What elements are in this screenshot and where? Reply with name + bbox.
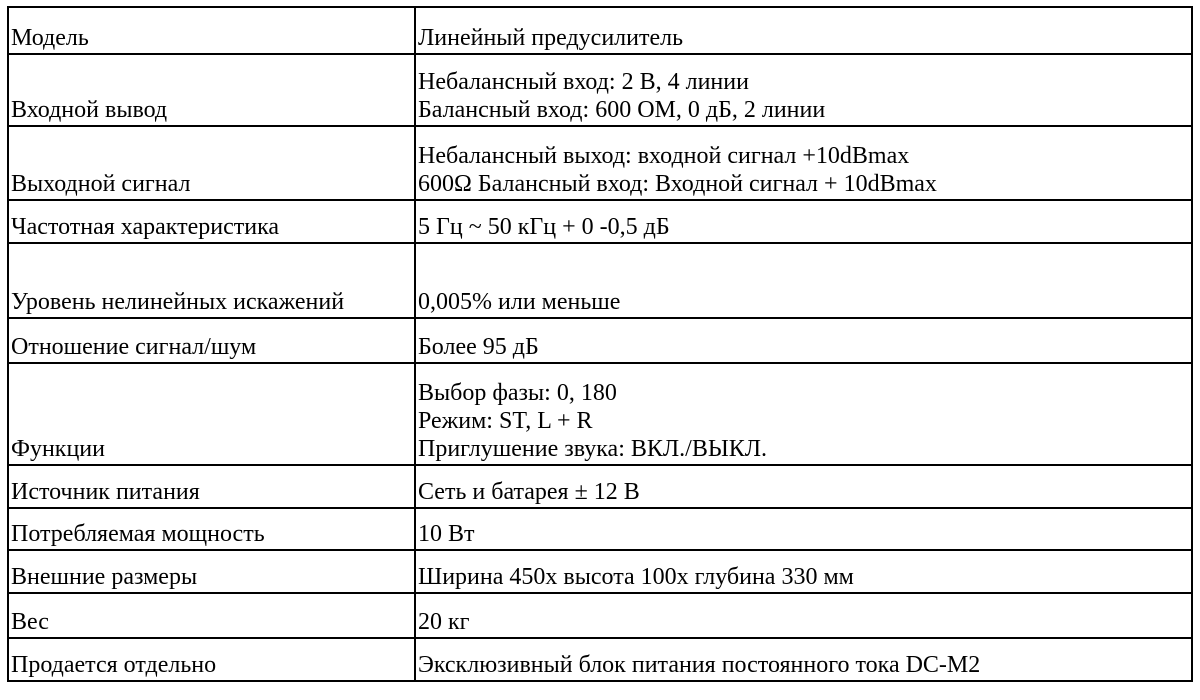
spec-key: Источник питания [8,465,415,508]
spec-key: Выходной сигнал [8,126,415,200]
table-row [8,638,1192,681]
table-row [8,550,1192,593]
spec-table [7,6,1193,682]
spec-value [415,508,1192,550]
table-row [8,54,1192,126]
table-row [8,593,1192,638]
spec-key: Уровень нелинейных искажений [8,243,415,318]
spec-value-line: Ширина 450х высота 100х глубина 330 мм [418,564,854,590]
spec-key: Вес [8,593,415,638]
table-row [8,318,1192,363]
spec-key: Входной вывод [8,54,415,126]
spec-value-line: Эксклюзивный блок питания постоянного тока DC-M2 [418,652,981,678]
spec-value-line: Линейный предусилитель [418,25,684,51]
spec-key: Потребляемая мощность [8,508,415,550]
spec-value-line: 10 Вт [418,521,475,547]
spec-key: Модель [8,7,415,54]
spec-key: Функции [8,363,415,465]
spec-value [415,593,1192,638]
spec-value [415,550,1192,593]
spec-value-line: Более 95 дБ [418,334,539,360]
table-row [8,363,1192,465]
spec-key: Частотная характеристика [8,200,415,243]
spec-value [415,465,1192,508]
spec-value-line: 20 кг [418,609,470,635]
spec-value [415,243,1192,318]
spec-value [415,7,1192,54]
table-row [8,465,1192,508]
spec-value-line: Небалансный вход: 2 В, 4 линии [418,69,749,95]
spec-value [415,318,1192,363]
spec-value-line: Балансный вход: 600 ОМ, 0 дБ, 2 линии [418,97,826,123]
spec-key: Продается отдельно [8,638,415,681]
table-row [8,200,1192,243]
table-row [8,243,1192,318]
spec-value [415,200,1192,243]
spec-value-line: 5 Гц ~ 50 кГц + 0 -0,5 дБ [418,214,670,240]
spec-value-line: 600Ω Балансный вход: Входной сигнал + 10dBmax [418,171,937,197]
table-row [8,126,1192,200]
spec-value-line: Сеть и батарея ± 12 В [418,479,640,505]
table-row [8,7,1192,54]
spec-value-line: Выбор фазы: 0, 180 [418,380,617,406]
spec-key: Внешние размеры [8,550,415,593]
spec-key: Отношение сигнал/шум [8,318,415,363]
spec-value-line: 0,005% или меньше [418,289,621,315]
table-row [8,508,1192,550]
spec-value [415,638,1192,681]
spec-value [415,54,1192,126]
spec-value [415,363,1192,465]
spec-value [415,126,1192,200]
spec-value-line: Приглушение звука: ВКЛ./ВЫКЛ. [418,436,768,462]
spec-value-line: Режим: ST, L + R [418,408,593,434]
spec-value-line: Небалансный выход: входной сигнал +10dBmax [418,143,910,169]
